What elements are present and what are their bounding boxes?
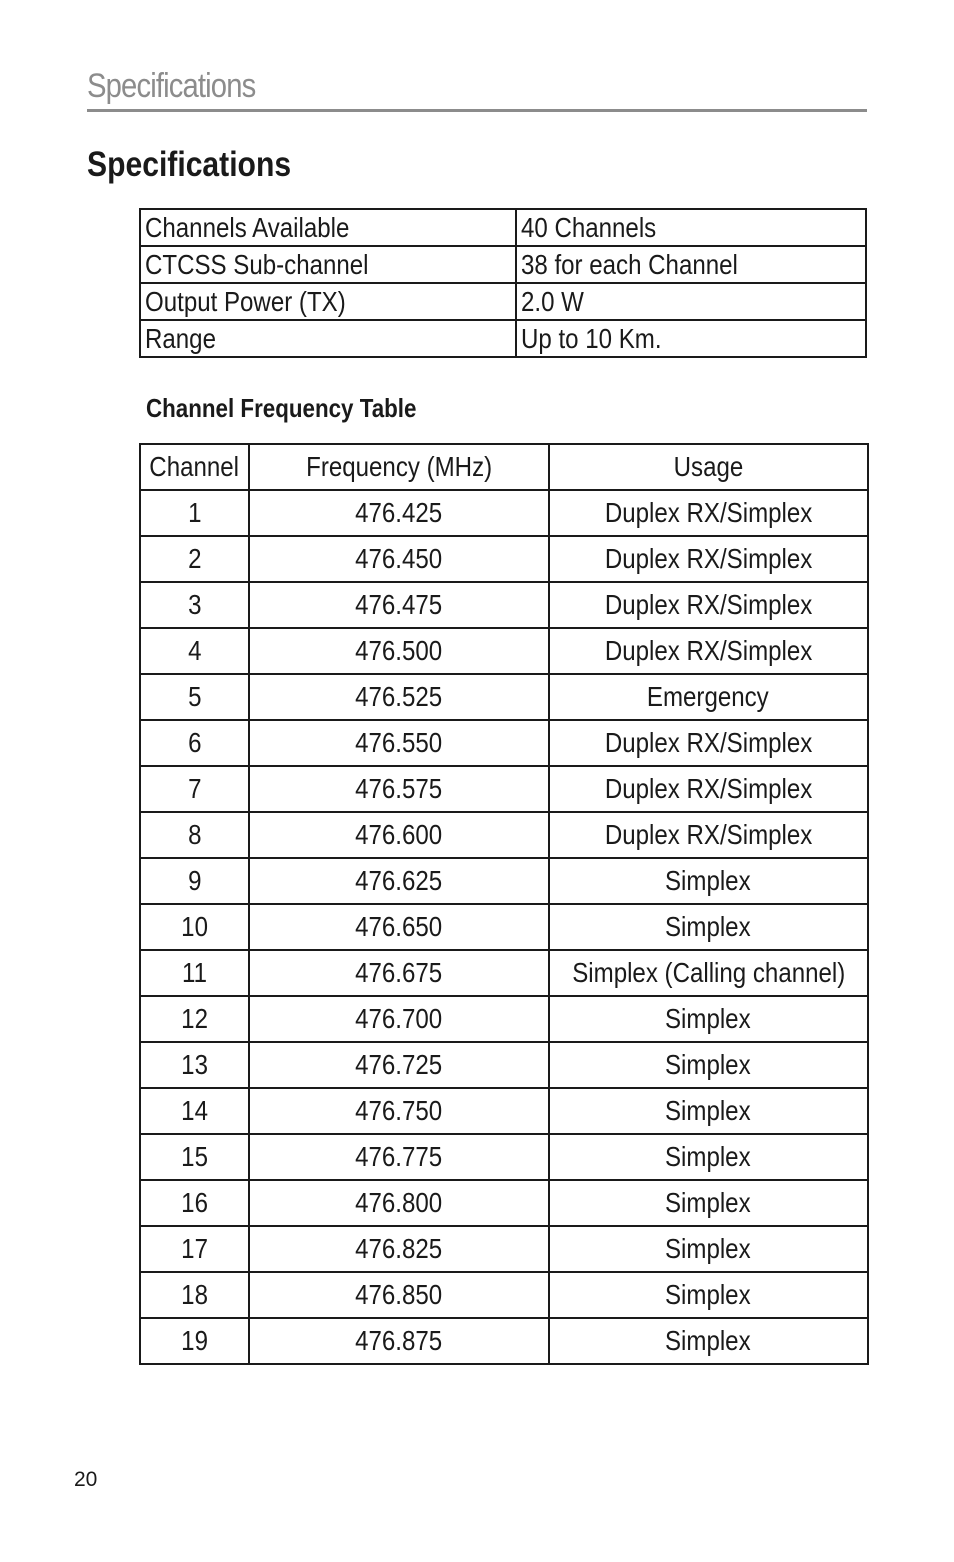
header-channel: Channel bbox=[140, 444, 249, 490]
cell-channel: 2 bbox=[140, 536, 249, 582]
cell-channel: 7 bbox=[140, 766, 249, 812]
cell-channel: 3 bbox=[140, 582, 249, 628]
cell-usage: Duplex RX/Simplex bbox=[549, 812, 868, 858]
cell-channel: 16 bbox=[140, 1180, 249, 1226]
cell-channel: 18 bbox=[140, 1272, 249, 1318]
cell-usage: Duplex RX/Simplex bbox=[549, 720, 868, 766]
table-row bbox=[140, 628, 868, 674]
cell-channel: 12 bbox=[140, 996, 249, 1042]
cell-frequency: 476.675 bbox=[249, 950, 549, 996]
table-row bbox=[140, 720, 868, 766]
spec-label: CTCSS Sub-channel bbox=[140, 246, 516, 283]
cell-usage: Duplex RX/Simplex bbox=[549, 490, 868, 536]
cell-frequency: 476.600 bbox=[249, 812, 549, 858]
spec-value: 2.0 W bbox=[516, 283, 866, 320]
cell-usage: Duplex RX/Simplex bbox=[549, 582, 868, 628]
page-number: 20 bbox=[74, 1468, 98, 1491]
cell-frequency: 476.650 bbox=[249, 904, 549, 950]
table-row bbox=[140, 1088, 868, 1134]
cell-usage: Simplex bbox=[549, 1226, 868, 1272]
cell-usage: Simplex bbox=[549, 1134, 868, 1180]
spec-value: Up to 10 Km. bbox=[516, 320, 866, 357]
cell-frequency: 476.625 bbox=[249, 858, 549, 904]
cell-usage: Simplex bbox=[549, 1180, 868, 1226]
cell-usage: Simplex bbox=[549, 1318, 868, 1364]
cell-usage: Duplex RX/Simplex bbox=[549, 628, 868, 674]
running-header-text: Specifications bbox=[87, 67, 256, 105]
cell-usage: Duplex RX/Simplex bbox=[549, 766, 868, 812]
cell-usage: Simplex bbox=[549, 904, 868, 950]
cell-channel: 10 bbox=[140, 904, 249, 950]
cell-channel: 15 bbox=[140, 1134, 249, 1180]
cell-usage: Simplex bbox=[549, 1042, 868, 1088]
specs-row bbox=[140, 209, 866, 246]
table-row bbox=[140, 766, 868, 812]
cell-usage: Emergency bbox=[549, 674, 868, 720]
table-row bbox=[140, 812, 868, 858]
cell-frequency: 476.550 bbox=[249, 720, 549, 766]
cell-channel: 5 bbox=[140, 674, 249, 720]
frequency-table-body bbox=[140, 490, 868, 1364]
cell-usage: Duplex RX/Simplex bbox=[549, 536, 868, 582]
cell-usage: Simplex bbox=[549, 1088, 868, 1134]
cell-frequency: 476.725 bbox=[249, 1042, 549, 1088]
cell-frequency: 476.575 bbox=[249, 766, 549, 812]
frequency-table bbox=[139, 443, 869, 1365]
cell-usage: Simplex (Calling channel) bbox=[549, 950, 868, 996]
cell-frequency: 476.475 bbox=[249, 582, 549, 628]
cell-usage: Simplex bbox=[549, 1272, 868, 1318]
running-header bbox=[87, 64, 867, 112]
cell-channel: 1 bbox=[140, 490, 249, 536]
specs-table bbox=[139, 208, 867, 358]
header-frequency: Frequency (MHz) bbox=[249, 444, 549, 490]
spec-value: 40 Channels bbox=[516, 209, 866, 246]
table-row bbox=[140, 1180, 868, 1226]
cell-channel: 19 bbox=[140, 1318, 249, 1364]
table-row bbox=[140, 996, 868, 1042]
cell-frequency: 476.875 bbox=[249, 1318, 549, 1364]
table-row bbox=[140, 674, 868, 720]
cell-channel: 14 bbox=[140, 1088, 249, 1134]
table-row bbox=[140, 582, 868, 628]
spec-label: Channels Available bbox=[140, 209, 516, 246]
cell-frequency: 476.525 bbox=[249, 674, 549, 720]
specs-row bbox=[140, 320, 866, 357]
header-usage: Usage bbox=[549, 444, 868, 490]
cell-frequency: 476.850 bbox=[249, 1272, 549, 1318]
cell-channel: 11 bbox=[140, 950, 249, 996]
table-row bbox=[140, 1134, 868, 1180]
cell-channel: 9 bbox=[140, 858, 249, 904]
table-row bbox=[140, 1272, 868, 1318]
cell-frequency: 476.825 bbox=[249, 1226, 549, 1272]
table-header-row bbox=[140, 444, 868, 490]
table-row bbox=[140, 858, 868, 904]
cell-usage: Simplex bbox=[549, 858, 868, 904]
page-title: Specifications bbox=[87, 145, 292, 184]
specs-row bbox=[140, 246, 866, 283]
section-title: Channel Frequency Table bbox=[146, 393, 417, 423]
table-row bbox=[140, 1226, 868, 1272]
cell-channel: 4 bbox=[140, 628, 249, 674]
table-row bbox=[140, 490, 868, 536]
spec-value: 38 for each Channel bbox=[516, 246, 866, 283]
cell-frequency: 476.500 bbox=[249, 628, 549, 674]
cell-frequency: 476.700 bbox=[249, 996, 549, 1042]
table-row bbox=[140, 1318, 868, 1364]
cell-channel: 6 bbox=[140, 720, 249, 766]
table-row bbox=[140, 1042, 868, 1088]
table-row bbox=[140, 950, 868, 996]
cell-channel: 8 bbox=[140, 812, 249, 858]
cell-channel: 17 bbox=[140, 1226, 249, 1272]
specs-row bbox=[140, 283, 866, 320]
cell-channel: 13 bbox=[140, 1042, 249, 1088]
cell-frequency: 476.425 bbox=[249, 490, 549, 536]
cell-frequency: 476.450 bbox=[249, 536, 549, 582]
cell-frequency: 476.800 bbox=[249, 1180, 549, 1226]
table-row bbox=[140, 536, 868, 582]
cell-frequency: 476.775 bbox=[249, 1134, 549, 1180]
spec-label: Output Power (TX) bbox=[140, 283, 516, 320]
cell-frequency: 476.750 bbox=[249, 1088, 549, 1134]
spec-label: Range bbox=[140, 320, 516, 357]
table-row bbox=[140, 904, 868, 950]
cell-usage: Simplex bbox=[549, 996, 868, 1042]
